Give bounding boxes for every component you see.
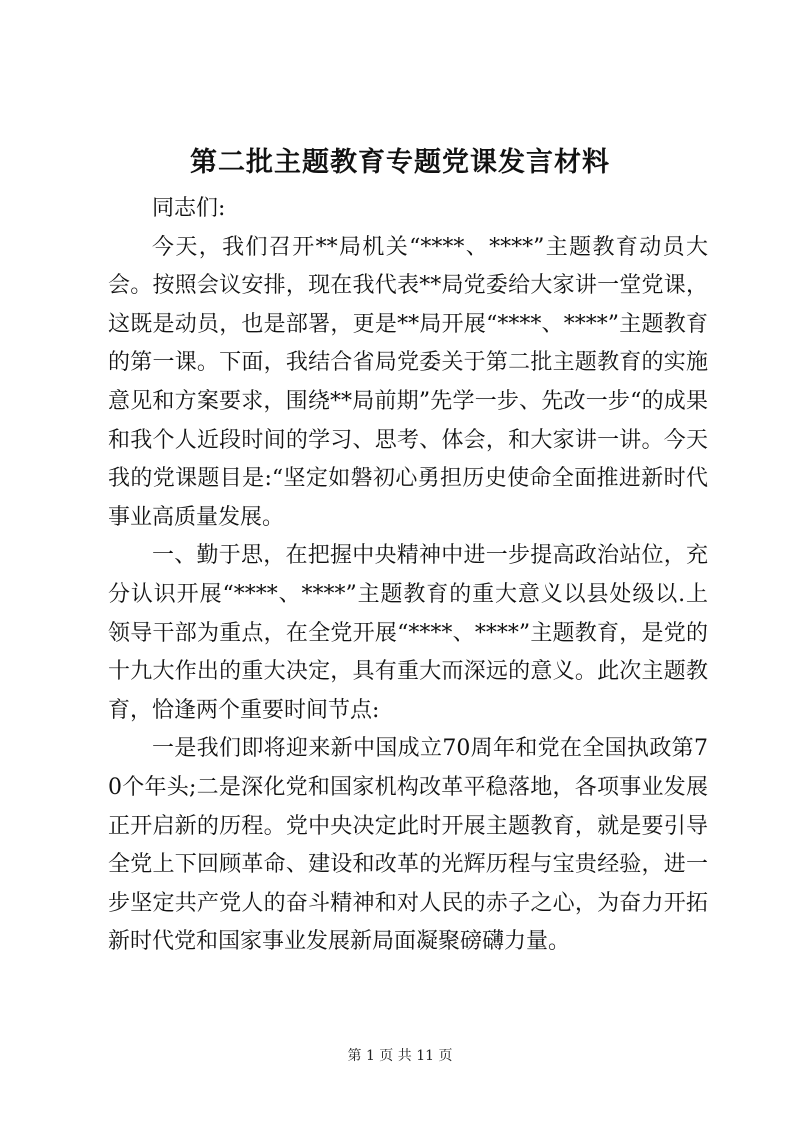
paragraph-section-one: 一、勤于思，在把握中央精神中进一步提高政治站位，充分认识开展“****、****”主题教育的重大意义以县处级以.上领导干部为重点，在全党开展“****、****”主题教育，是党的十九大作出的重大决定，具有重大而深远的意义。此次主题教育，恰逢两个重要时间节点: (108, 543, 708, 723)
page-number-label: 第 1 页 共 11 页 (347, 1048, 453, 1064)
salutation: 同志们: (152, 196, 226, 221)
document-body (108, 190, 708, 962)
paragraph-time-nodes: 一是我们即将迎来新中国成立70周年和党在全国执政第70个年头;二是深化党和国家机构改革平稳落地，各项事业发展正开启新的历程。党中央决定此时开展主题教育，就是要引导全党上下回顾革命、建设和改革的光辉历程与宝贵经验，进一步坚定共产党人的奋斗精神和对人民的赤子之心，为奋力开拓新时代党和国家事业发展新局面凝聚磅礴力量。 (108, 736, 708, 955)
document-title: 第二批主题教育专题党课发言材料 (190, 147, 610, 178)
paragraph-intro: 今天，我们召开**局机关“****、****”主题教育动员大会。按照会议安排，现在我代表**局党委给大家讲一堂党课，这既是动员，也是部署，更是**局开展“****、****”主题教育的第一课。下面，我结合省局党委关于第二批主题教育的实施意见和方案要求，围绕**局前期”先学一步、先改一步“的成果和我个人近段时间的学习、思考、体会，和大家讲一讲。今天我的党课题目是:“坚定如磐初心勇担历史使命全面推进新时代事业高质量发展。 (108, 234, 708, 530)
page-footer (0, 1045, 800, 1065)
